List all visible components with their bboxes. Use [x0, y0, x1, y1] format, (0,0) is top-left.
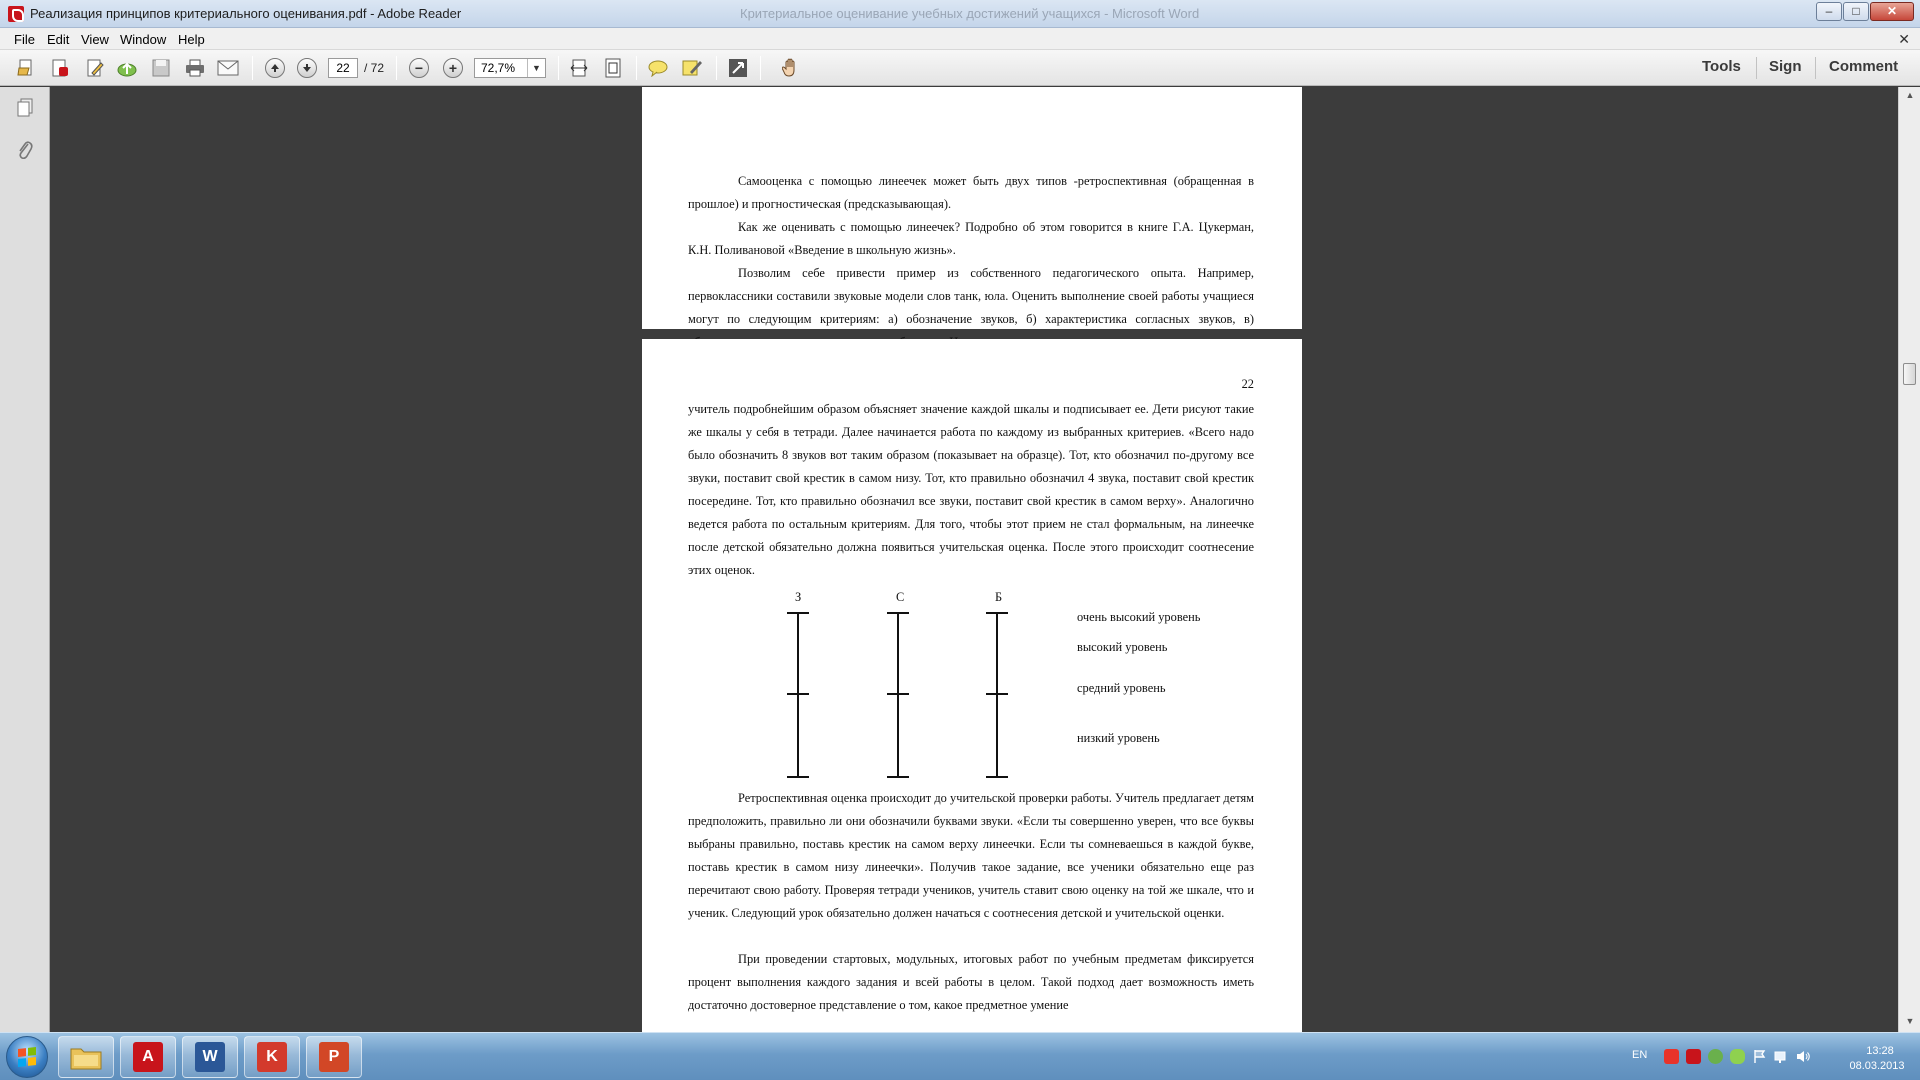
upload-cloud-icon[interactable]: [116, 57, 138, 79]
volume-icon[interactable]: [1796, 1049, 1811, 1064]
taskbar: [0, 1032, 1920, 1080]
email-icon[interactable]: [217, 57, 239, 79]
taskbar-powerpoint[interactable]: [306, 1036, 362, 1078]
scroll-down-icon[interactable]: ▼: [1905, 1016, 1915, 1026]
document-viewport[interactable]: [50, 87, 1898, 1032]
print-icon[interactable]: [184, 57, 206, 79]
toolbar: [0, 50, 1920, 86]
toolbar-separator: [1815, 57, 1816, 79]
start-button[interactable]: [6, 1036, 48, 1078]
level-label: средний уровень: [1077, 681, 1166, 695]
zoom-input[interactable]: [475, 59, 527, 77]
toolbar-separator: [760, 56, 761, 80]
taskbar-adobe-reader[interactable]: [120, 1036, 176, 1078]
scale-label: Б: [995, 590, 1003, 604]
scroll-up-icon[interactable]: ▲: [1905, 90, 1915, 100]
vertical-scrollbar[interactable]: [1898, 87, 1920, 1032]
pdf-page: [642, 339, 1302, 1032]
toolbar-separator: [636, 56, 637, 80]
toolbar-separator: [252, 56, 253, 80]
level-label: высокий уровень: [1077, 640, 1168, 654]
edit-pdf-icon[interactable]: [84, 57, 106, 79]
menu-edit[interactable]: Edit: [47, 32, 70, 47]
scale-label: С: [896, 590, 905, 604]
clock-time[interactable]: 13:28: [1866, 1045, 1894, 1057]
menu-window[interactable]: Window: [120, 32, 167, 47]
paragraph: Как же оценивать с помощью линеечек? Подробно об этом говорится в книге Г.А. Цукерман, К.Н. Поливановой «Введение в школьную жизнь».: [688, 220, 1254, 257]
close-button[interactable]: ✕: [1870, 2, 1914, 21]
toolbar-separator: [558, 56, 559, 80]
menu-file[interactable]: File: [14, 32, 35, 47]
fit-page-icon[interactable]: [602, 57, 624, 79]
navigation-pane: [0, 87, 50, 1032]
action-center-icon[interactable]: [1752, 1049, 1767, 1064]
adobe-reader-icon: [8, 6, 24, 22]
pdf-page: [642, 87, 1302, 329]
paragraph: Самооценка с помощью линеечек может быть двух типов -ретроспективная (обращенная в прошлое) и прогностическая (предсказывающая).: [688, 174, 1254, 211]
nvidia-tray-icon[interactable]: [1730, 1049, 1745, 1064]
comment-button[interactable]: Comment: [1829, 58, 1899, 75]
save-icon[interactable]: [150, 57, 172, 79]
minimize-button[interactable]: –: [1816, 2, 1842, 21]
powerpoint-icon: P: [319, 1042, 349, 1072]
zoom-out-icon[interactable]: −: [408, 57, 430, 79]
taskbar-kaspersky[interactable]: [244, 1036, 300, 1078]
language-indicator[interactable]: EN: [1632, 1049, 1648, 1061]
windows-logo-icon: [18, 1047, 36, 1067]
toolbar-separator: [1756, 57, 1757, 79]
create-pdf-icon[interactable]: [49, 57, 71, 79]
taskbar-word[interactable]: [182, 1036, 238, 1078]
kaspersky-icon: K: [257, 1042, 287, 1072]
window-title: Реализация принципов критериального оценивания.pdf - Adobe Reader: [30, 6, 462, 21]
scale-label: З: [795, 590, 802, 604]
assessment-scale: [887, 612, 909, 778]
paragraph: При проведении стартовых, модульных, итоговых работ по учебным предметам фиксируется процент выполнения каждого задания и всей работы в целом. Такой подход дает возможность иметь достаточно достоверное представление о том, какое предметное умение: [688, 952, 1254, 1012]
toolbar-separator: [716, 56, 717, 80]
chevron-down-icon[interactable]: ▼: [527, 59, 545, 77]
adobe-reader-icon: A: [133, 1042, 163, 1072]
background-window-title: Критериальное оценивание учебных достижений учащихся - Microsoft Word: [740, 6, 1200, 21]
open-file-icon[interactable]: [16, 57, 38, 79]
reader-tray-icon[interactable]: [1686, 1049, 1701, 1064]
zoom-select[interactable]: [474, 58, 546, 78]
zoom-in-icon[interactable]: +: [442, 57, 464, 79]
update-tray-icon[interactable]: [1708, 1049, 1723, 1064]
page-number: 22: [1241, 377, 1254, 391]
antivirus-tray-icon[interactable]: [1664, 1049, 1679, 1064]
paragraph: учитель подробнейшим образом объясняет значение каждой шкалы и подписывает ее. Дети рисуют такие же шкалы у себя в тетради. Далее начинается работа по каждому из выбранных критериев. «Всего надо было обозначить 8 звуков вот таким образом (показывает на образце). Тот, кто обозначил по-другому все звуки, поставит свой крестик в самом низу. Тот, кто правильно обозначил 4 звука, поставит свой крестик посередине. Тот, кто правильно обозначил все звуки, поставит свой крестик в самом верху». Аналогично ведется работа по остальным критериям. Для того, чтобы этот прием не стал формальным, на линеечке после детской обязательно должна появиться учительская оценка. После этого происходит соотнесение этих оценок.: [688, 402, 1254, 577]
close-document-icon[interactable]: ✕: [1898, 31, 1910, 47]
assessment-scale: [986, 612, 1008, 778]
level-label: низкий уровень: [1077, 731, 1160, 745]
page-number-input[interactable]: [328, 58, 358, 78]
taskbar-explorer[interactable]: [58, 1036, 114, 1078]
fit-width-icon[interactable]: [568, 57, 590, 79]
menu-help[interactable]: Help: [178, 32, 205, 47]
sticky-note-icon[interactable]: [647, 57, 669, 79]
full-screen-icon[interactable]: [727, 57, 749, 79]
clock-date[interactable]: 08.03.2013: [1849, 1060, 1905, 1072]
next-page-icon[interactable]: [296, 57, 318, 79]
assessment-scale: [787, 612, 809, 778]
word-icon: W: [195, 1042, 225, 1072]
attachment-icon[interactable]: [14, 139, 36, 161]
title-bar: [0, 0, 1920, 28]
toolbar-separator: [396, 56, 397, 80]
menu-view[interactable]: View: [81, 32, 109, 47]
highlight-text-icon[interactable]: [681, 57, 703, 79]
paragraph: Позволим себе привести пример из собственного педагогического опыта. Например, первоклассники составили звуковые модели слов танк, юла. Оценить выполнение своей работы учащиеся могут по следующим критериям: а) обозначение звуков, б) характеристика согласных звуков, в): [688, 266, 1254, 326]
hand-tool-icon[interactable]: [780, 57, 802, 79]
level-label: очень высокий уровень: [1077, 610, 1201, 624]
menu-bar: [0, 28, 1920, 50]
scroll-thumb[interactable]: [1903, 363, 1916, 385]
page-total: / 72: [364, 61, 385, 75]
page-thumbnails-icon[interactable]: [14, 97, 36, 119]
tools-button[interactable]: Tools: [1702, 58, 1741, 75]
previous-page-icon[interactable]: [264, 57, 286, 79]
sign-button[interactable]: Sign: [1769, 58, 1802, 75]
paragraph: Ретроспективная оценка происходит до учительской проверки работы. Учитель предлагает детям предположить, правильно ли они обозначили буквами звуки. «Если ты совершенно уверен, что все буквы выбраны правильно, поставь крестик на самом верху линеечки. Если ты сомневаешься в каждой букве, поставь крестик в самом низу линеечки». Получив такое задание, все ученики обязательно еще раз перечитают свою работу. Проверяя тетради учеников, учитель ставит свою оценку на той же шкале, что и ученик. Следующий урок обязательно должен начаться с соотнесения детской и учительской оценки.: [688, 791, 1254, 920]
folder-icon: [69, 1043, 103, 1071]
network-icon[interactable]: [1774, 1049, 1789, 1064]
maximize-button[interactable]: □: [1843, 2, 1869, 21]
system-tray: [1620, 1033, 1920, 1080]
